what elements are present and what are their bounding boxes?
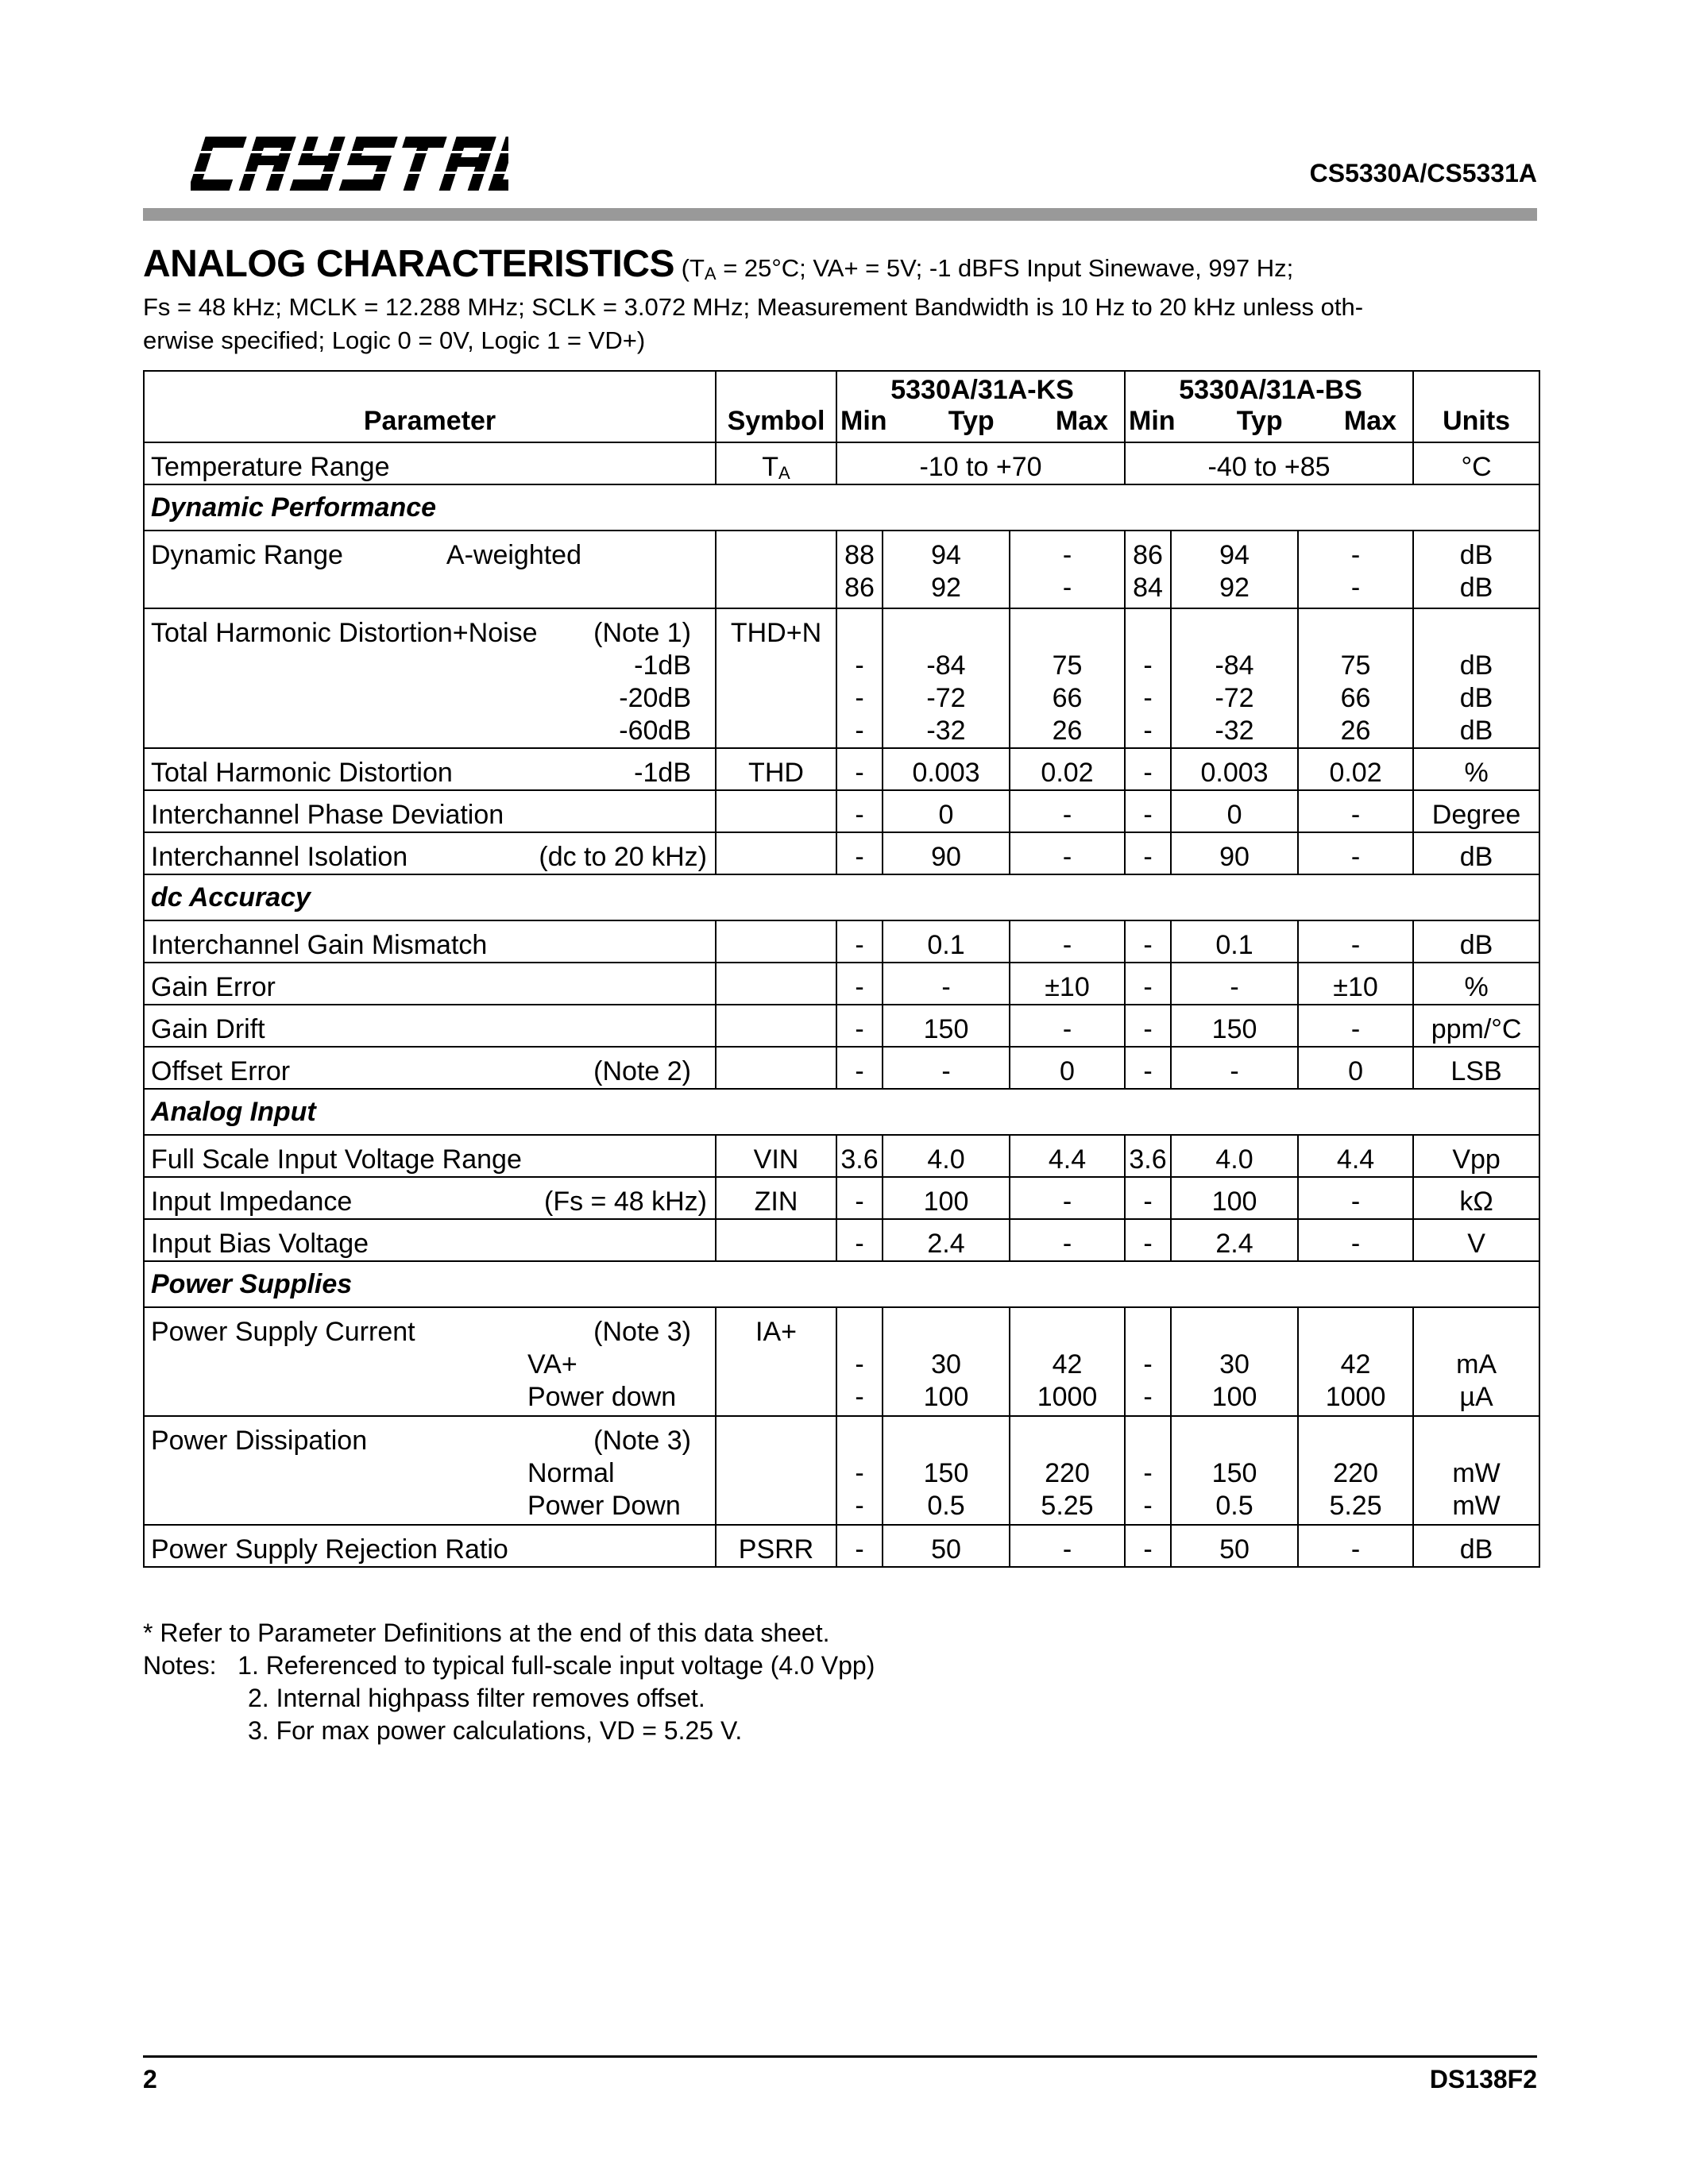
page-number: 2 bbox=[143, 2065, 157, 2093]
thdn-r2-ks-typ: -72 bbox=[926, 683, 966, 713]
title-cond-open: (T bbox=[681, 254, 705, 282]
gm-bs-max: - bbox=[1350, 930, 1361, 960]
thd-bs-max: 0.02 bbox=[1329, 758, 1382, 788]
thd-cond: -1dB bbox=[634, 758, 691, 788]
psrr-ks-max: - bbox=[1062, 1534, 1072, 1565]
pd-r2-ks-max: 5.25 bbox=[1041, 1491, 1094, 1521]
gd-bs-min: - bbox=[1143, 1014, 1153, 1044]
gm-ks-min: - bbox=[855, 930, 864, 960]
ge-ks-min: - bbox=[855, 972, 864, 1002]
group-ks-label: 5330A/31A-KS bbox=[890, 375, 1074, 405]
pd-r1-ks-max: 220 bbox=[1045, 1458, 1090, 1488]
temp-symbol: T bbox=[762, 452, 779, 482]
section-dc-accuracy: dc Accuracy bbox=[144, 874, 1539, 920]
psc-c1: VA+ bbox=[527, 1349, 577, 1379]
table-row bbox=[144, 1177, 1539, 1219]
title-cond-sub: A bbox=[704, 264, 717, 284]
dr-cond: A-weighted bbox=[446, 540, 581, 570]
dr-r2-ks-typ: 92 bbox=[931, 573, 961, 603]
dr-r2-bs-max: - bbox=[1350, 573, 1361, 603]
psc-r2-ks-max: 1000 bbox=[1037, 1382, 1098, 1412]
bias-units: V bbox=[1467, 1229, 1485, 1259]
dr-r2-units: dB bbox=[1459, 573, 1493, 603]
thdn-note: (Note 1) bbox=[593, 618, 691, 648]
thd-units: % bbox=[1464, 758, 1489, 788]
header-max-ks: Max bbox=[1055, 406, 1109, 436]
note-ref: * Refer to Parameter Definitions at the end of this data sheet. bbox=[143, 1619, 830, 1647]
analog-characteristics-table bbox=[143, 370, 1540, 1568]
psrr-ks-typ: 50 bbox=[931, 1534, 961, 1565]
thd-symbol: THD bbox=[748, 758, 804, 788]
imp-ks-max: - bbox=[1062, 1187, 1072, 1217]
header-group-bs bbox=[1125, 371, 1413, 442]
fs-units: Vpp bbox=[1452, 1144, 1501, 1175]
group-bs-label: 5330A/31A-BS bbox=[1179, 375, 1362, 405]
ge-label: Gain Error bbox=[151, 972, 276, 1002]
bias-ks-typ: 2.4 bbox=[927, 1229, 965, 1259]
off-ks-typ: - bbox=[941, 1056, 951, 1086]
thdn-r3-units: dB bbox=[1459, 716, 1493, 746]
imp-bs-max: - bbox=[1350, 1187, 1361, 1217]
table-row bbox=[144, 1047, 1539, 1089]
thd-ks-max: 0.02 bbox=[1041, 758, 1094, 788]
thdn-r1-bs-min: - bbox=[1143, 650, 1153, 681]
header-row bbox=[144, 371, 1539, 442]
pd-r1-bs-min: - bbox=[1143, 1458, 1153, 1488]
gm-bs-typ: 0.1 bbox=[1215, 930, 1253, 960]
psc-r1-bs-min: - bbox=[1143, 1349, 1153, 1379]
thdn-r1-ks-max: 75 bbox=[1052, 650, 1083, 681]
thdn-r3-bs-typ: -32 bbox=[1215, 716, 1254, 746]
pd-r1-bs-typ: 150 bbox=[1211, 1458, 1257, 1488]
phase-ks-typ: 0 bbox=[938, 800, 954, 830]
pd-note: (Note 3) bbox=[593, 1426, 691, 1456]
thdn-r3-ks-max: 26 bbox=[1052, 716, 1083, 746]
pd-c1: Normal bbox=[527, 1458, 615, 1488]
imp-label: Input Impedance bbox=[151, 1187, 353, 1217]
dr-r2-ks-min: 86 bbox=[844, 573, 875, 603]
gm-bs-min: - bbox=[1143, 930, 1153, 960]
notes-label: Notes: bbox=[143, 1651, 217, 1680]
temp-bs: -40 to +85 bbox=[1207, 452, 1331, 482]
bias-bs-typ: 2.4 bbox=[1215, 1229, 1253, 1259]
pd-r1-bs-max: 220 bbox=[1333, 1458, 1378, 1488]
bias-ks-min: - bbox=[855, 1229, 864, 1259]
temp-ks: -10 to +70 bbox=[919, 452, 1042, 482]
gd-bs-max: - bbox=[1350, 1014, 1361, 1044]
section-analog-input: Analog Input bbox=[144, 1089, 1539, 1135]
header-group-ks bbox=[836, 371, 1125, 442]
thdn-label: Total Harmonic Distortion+Noise bbox=[151, 618, 538, 648]
bias-ks-max: - bbox=[1062, 1229, 1072, 1259]
thdn-r3-ks-typ: -32 bbox=[926, 716, 966, 746]
iso-cond: (dc to 20 kHz) bbox=[539, 842, 707, 872]
psc-r1-ks-min: - bbox=[855, 1349, 864, 1379]
iso-bs-max: - bbox=[1350, 842, 1361, 872]
thd-bs-min: - bbox=[1143, 758, 1153, 788]
psc-r2-ks-min: - bbox=[855, 1382, 864, 1412]
dr-r1-bs-typ: 94 bbox=[1219, 540, 1250, 570]
thdn-c3: -60dB bbox=[619, 716, 691, 746]
psrr-symbol: PSRR bbox=[738, 1534, 814, 1565]
dr-r1-bs-min: 86 bbox=[1133, 540, 1163, 570]
thdn-r2-bs-typ: -72 bbox=[1215, 683, 1254, 713]
dr-r1-ks-typ: 94 bbox=[931, 540, 961, 570]
gd-ks-min: - bbox=[855, 1014, 864, 1044]
thdn-r3-bs-max: 26 bbox=[1340, 716, 1371, 746]
psc-r1-units: mA bbox=[1456, 1349, 1497, 1379]
psc-c2: Power down bbox=[527, 1382, 677, 1412]
gm-ks-typ: 0.1 bbox=[927, 930, 965, 960]
psc-r1-bs-max: 42 bbox=[1340, 1349, 1371, 1379]
dr-r1-units: dB bbox=[1459, 540, 1493, 570]
fs-ks-max: 4.4 bbox=[1048, 1144, 1087, 1175]
iso-units: dB bbox=[1459, 842, 1493, 872]
psc-r1-ks-typ: 30 bbox=[931, 1349, 961, 1379]
imp-bs-min: - bbox=[1143, 1187, 1153, 1217]
psc-r2-ks-typ: 100 bbox=[923, 1382, 969, 1412]
fs-bs-typ: 4.0 bbox=[1215, 1144, 1253, 1175]
temp-units: °C bbox=[1461, 452, 1492, 482]
gm-label: Interchannel Gain Mismatch bbox=[151, 930, 488, 960]
off-ks-min: - bbox=[855, 1056, 864, 1086]
psc-r2-bs-min: - bbox=[1143, 1382, 1153, 1412]
thdn-r2-ks-min: - bbox=[855, 683, 864, 713]
gd-ks-max: - bbox=[1062, 1014, 1072, 1044]
thdn-c1: -1dB bbox=[634, 650, 691, 681]
document-code: DS138F2 bbox=[1429, 2065, 1537, 2093]
iso-ks-typ: 90 bbox=[931, 842, 961, 872]
gd-label: Gain Drift bbox=[151, 1014, 265, 1044]
dr-r2-bs-min: 84 bbox=[1133, 573, 1163, 603]
header-rule bbox=[143, 208, 1537, 221]
gm-units: dB bbox=[1459, 930, 1493, 960]
thd-ks-typ: 0.003 bbox=[912, 758, 980, 788]
off-units: LSB bbox=[1450, 1056, 1502, 1086]
psc-r1-ks-max: 42 bbox=[1052, 1349, 1083, 1379]
thd-label: Total Harmonic Distortion bbox=[151, 758, 453, 788]
pd-label: Power Dissipation bbox=[151, 1426, 368, 1456]
imp-cond: (Fs = 48 kHz) bbox=[544, 1187, 707, 1217]
header-max-bs: Max bbox=[1343, 406, 1397, 436]
part-number: CS5330A/CS5331A bbox=[1309, 159, 1537, 187]
table-row bbox=[144, 1135, 1539, 1177]
phase-units: Degree bbox=[1431, 800, 1521, 830]
pd-c2: Power Down bbox=[527, 1491, 681, 1521]
notes bbox=[143, 1617, 875, 1747]
iso-bs-min: - bbox=[1143, 842, 1153, 872]
table-row bbox=[144, 1307, 1539, 1416]
table-row bbox=[144, 442, 1539, 484]
footer-rule bbox=[143, 2055, 1537, 2058]
psrr-bs-typ: 50 bbox=[1219, 1534, 1250, 1565]
psc-label: Power Supply Current bbox=[151, 1317, 415, 1347]
dr-label: Dynamic Range bbox=[151, 540, 343, 570]
thdn-r1-ks-typ: -84 bbox=[926, 650, 966, 681]
dr-r1-ks-min: 88 bbox=[844, 540, 875, 570]
gd-bs-typ: 150 bbox=[1211, 1014, 1257, 1044]
thdn-r2-bs-min: - bbox=[1143, 683, 1153, 713]
pd-r1-ks-typ: 150 bbox=[923, 1458, 969, 1488]
table-row bbox=[144, 748, 1539, 790]
imp-units: kΩ bbox=[1459, 1187, 1493, 1217]
title-main: ANALOG CHARACTERISTICS bbox=[143, 243, 674, 285]
table-row bbox=[144, 1416, 1539, 1525]
gd-units: ppm/°C bbox=[1431, 1014, 1522, 1044]
off-ks-max: 0 bbox=[1060, 1056, 1075, 1086]
ge-bs-min: - bbox=[1143, 972, 1153, 1002]
fs-bs-max: 4.4 bbox=[1336, 1144, 1375, 1175]
phase-bs-min: - bbox=[1143, 800, 1153, 830]
ge-ks-typ: - bbox=[941, 972, 951, 1002]
title-cond-rest: = 25°C; VA+ = 5V; -1 dBFS Input Sinewave, 997 Hz; bbox=[716, 254, 1294, 282]
note-1: 1. Referenced to typical full-scale input voltage (4.0 Vpp) bbox=[238, 1651, 875, 1680]
psc-note: (Note 3) bbox=[593, 1317, 691, 1347]
header-typ-bs: Typ bbox=[1236, 406, 1283, 436]
thdn-r1-ks-min: - bbox=[855, 650, 864, 681]
crystal-logo bbox=[191, 133, 508, 194]
section-title bbox=[143, 243, 1537, 357]
psrr-bs-max: - bbox=[1350, 1534, 1361, 1565]
table-row bbox=[144, 1525, 1539, 1567]
thdn-r2-ks-max: 66 bbox=[1052, 683, 1083, 713]
thdn-r1-units: dB bbox=[1459, 650, 1493, 681]
thdn-symbol: THD+N bbox=[730, 618, 822, 648]
pd-r2-bs-min: - bbox=[1143, 1491, 1153, 1521]
psrr-bs-min: - bbox=[1143, 1534, 1153, 1565]
table-row bbox=[144, 1005, 1539, 1047]
pd-r1-units: mW bbox=[1452, 1458, 1501, 1488]
psrr-ks-min: - bbox=[855, 1534, 864, 1565]
dr-r1-ks-max: - bbox=[1062, 540, 1072, 570]
phase-label: Interchannel Phase Deviation bbox=[151, 800, 504, 830]
ge-units: % bbox=[1464, 972, 1489, 1002]
thdn-r1-bs-max: 75 bbox=[1340, 650, 1371, 681]
thdn-r2-bs-max: 66 bbox=[1340, 683, 1371, 713]
dr-r2-ks-max: - bbox=[1062, 573, 1072, 603]
thdn-r3-bs-min: - bbox=[1143, 716, 1153, 746]
iso-bs-typ: 90 bbox=[1219, 842, 1250, 872]
ge-bs-typ: - bbox=[1230, 972, 1239, 1002]
table-row bbox=[144, 531, 1539, 608]
phase-ks-max: - bbox=[1062, 800, 1072, 830]
pd-r2-ks-min: - bbox=[855, 1491, 864, 1521]
pd-r2-ks-typ: 0.5 bbox=[927, 1491, 965, 1521]
fs-ks-typ: 4.0 bbox=[927, 1144, 965, 1175]
table-row bbox=[144, 790, 1539, 832]
pd-r2-units: mW bbox=[1452, 1491, 1501, 1521]
psc-r2-bs-typ: 100 bbox=[1211, 1382, 1257, 1412]
gd-ks-typ: 150 bbox=[923, 1014, 969, 1044]
table-row bbox=[144, 963, 1539, 1005]
iso-ks-max: - bbox=[1062, 842, 1072, 872]
dr-r1-bs-max: - bbox=[1350, 540, 1361, 570]
psrr-units: dB bbox=[1459, 1534, 1493, 1565]
thdn-c2: -20dB bbox=[619, 683, 691, 713]
pd-r2-bs-max: 5.25 bbox=[1329, 1491, 1382, 1521]
title-line3: erwise specified; Logic 0 = 0V, Logic 1 = VD+) bbox=[143, 326, 646, 354]
thdn-r3-ks-min: - bbox=[855, 716, 864, 746]
temp-label: Temperature Range bbox=[151, 452, 390, 482]
dr-r2-bs-typ: 92 bbox=[1219, 573, 1250, 603]
header-units: Units bbox=[1413, 371, 1539, 442]
table-row bbox=[144, 608, 1539, 748]
temp-symbol-sub: A bbox=[778, 463, 790, 483]
off-bs-min: - bbox=[1143, 1056, 1153, 1086]
bias-bs-max: - bbox=[1350, 1229, 1361, 1259]
thd-ks-min: - bbox=[855, 758, 864, 788]
psc-r2-units: µA bbox=[1459, 1382, 1493, 1412]
header-parameter: Parameter bbox=[144, 371, 716, 442]
ge-bs-max: ±10 bbox=[1333, 972, 1378, 1002]
off-note: (Note 2) bbox=[593, 1056, 691, 1086]
imp-symbol: ZIN bbox=[754, 1187, 798, 1217]
off-bs-max: 0 bbox=[1348, 1056, 1363, 1086]
thdn-r2-units: dB bbox=[1459, 683, 1493, 713]
title-line2: Fs = 48 kHz; MCLK = 12.288 MHz; SCLK = 3.072 MHz; Measurement Bandwidth is 10 Hz to 20 kHz unless oth- bbox=[143, 293, 1364, 321]
header-symbol: Symbol bbox=[716, 371, 836, 442]
table-row bbox=[144, 1219, 1539, 1261]
psc-r2-bs-max: 1000 bbox=[1325, 1382, 1386, 1412]
psc-r1-bs-typ: 30 bbox=[1219, 1349, 1250, 1379]
imp-ks-typ: 100 bbox=[923, 1187, 969, 1217]
iso-ks-min: - bbox=[855, 842, 864, 872]
pd-r1-ks-min: - bbox=[855, 1458, 864, 1488]
note-3: 3. For max power calculations, VD = 5.25 V. bbox=[248, 1716, 743, 1745]
iso-label: Interchannel Isolation bbox=[151, 842, 408, 872]
table-row bbox=[144, 920, 1539, 963]
fs-label: Full Scale Input Voltage Range bbox=[151, 1144, 522, 1175]
pd-r2-bs-typ: 0.5 bbox=[1215, 1491, 1253, 1521]
phase-bs-max: - bbox=[1350, 800, 1361, 830]
section-power-supplies: Power Supplies bbox=[144, 1261, 1539, 1307]
off-bs-typ: - bbox=[1230, 1056, 1239, 1086]
section-dynamic: Dynamic Performance bbox=[144, 484, 1539, 531]
off-label: Offset Error bbox=[151, 1056, 291, 1086]
header-typ-ks: Typ bbox=[948, 406, 995, 436]
psrr-label: Power Supply Rejection Ratio bbox=[151, 1534, 508, 1565]
table-row bbox=[144, 832, 1539, 874]
psc-symbol: IA+ bbox=[755, 1317, 797, 1347]
header-min-bs: Min bbox=[1129, 406, 1176, 436]
note-2: 2. Internal highpass filter removes offset. bbox=[248, 1684, 705, 1712]
fs-ks-min: 3.6 bbox=[840, 1144, 879, 1175]
phase-bs-typ: 0 bbox=[1226, 800, 1242, 830]
bias-label: Input Bias Voltage bbox=[151, 1229, 369, 1259]
thd-bs-typ: 0.003 bbox=[1200, 758, 1269, 788]
fs-symbol: VIN bbox=[753, 1144, 799, 1175]
fs-bs-min: 3.6 bbox=[1129, 1144, 1167, 1175]
header-min-ks: Min bbox=[840, 406, 887, 436]
thdn-r1-bs-typ: -84 bbox=[1215, 650, 1254, 681]
bias-bs-min: - bbox=[1143, 1229, 1153, 1259]
imp-bs-typ: 100 bbox=[1211, 1187, 1257, 1217]
imp-ks-min: - bbox=[855, 1187, 864, 1217]
phase-ks-min: - bbox=[855, 800, 864, 830]
ge-ks-max: ±10 bbox=[1045, 972, 1090, 1002]
gm-ks-max: - bbox=[1062, 930, 1072, 960]
